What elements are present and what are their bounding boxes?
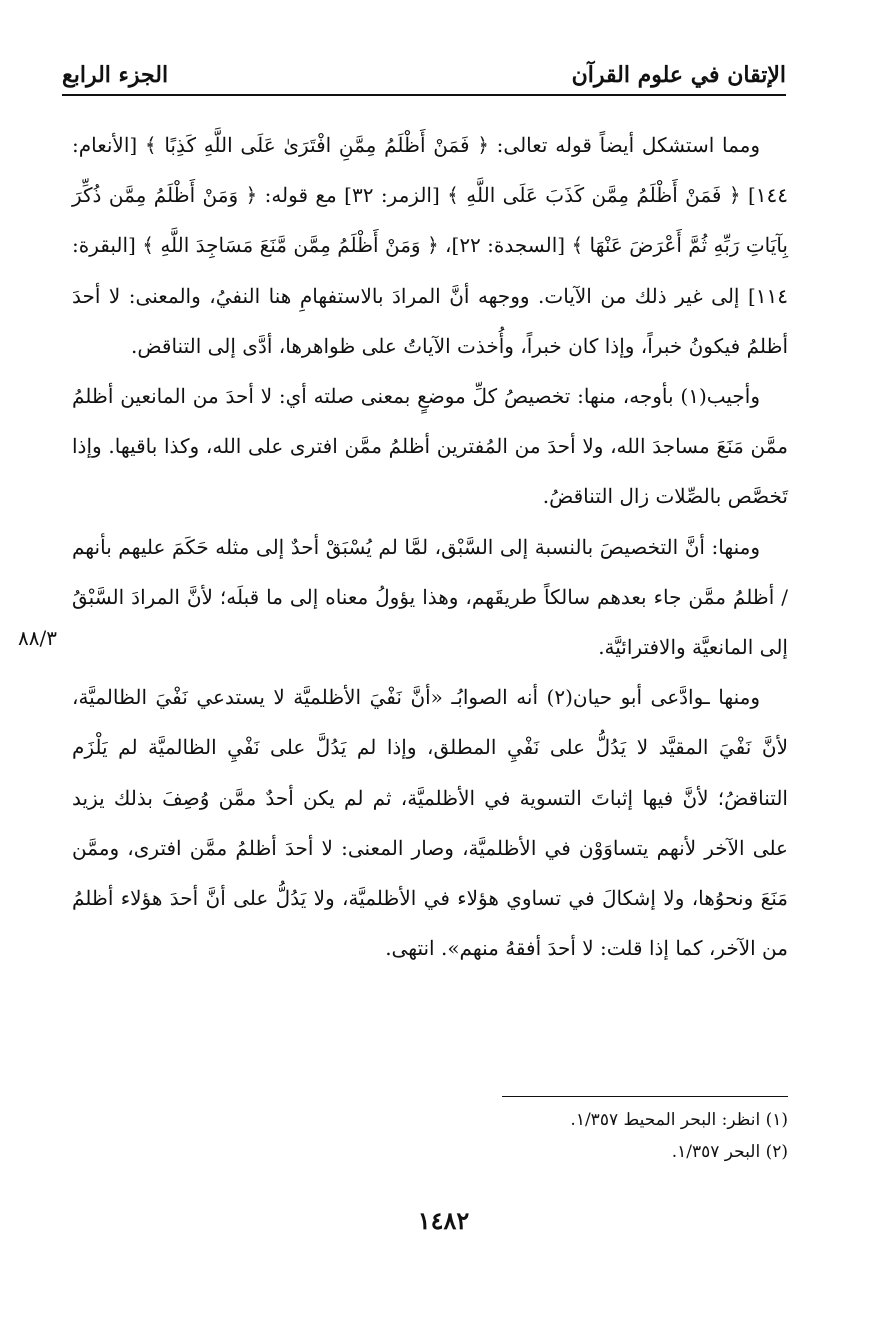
paragraph-3: ومنها: أنَّ التخصيصَ بالنسبة إلى السَّبْق، لمَّا لم يُسْبَقْ أحدٌ إلى مثله حَكَمَ عليهم بأنهم / أظلمُ ممَّن جاء بعدهم سالكاً طريقَهم، وهذا يؤولُ معناه إلى ما قبلَه؛ لأنَّ المرادَ السَّبْقُ إلى المانعيَّة والافترائيَّة.: [72, 534, 788, 660]
margin-reference: ٨٨/٣: [18, 626, 57, 650]
main-text: [72, 120, 788, 973]
page-number: ١٤٨٢: [417, 1206, 470, 1235]
paragraph-4: ومنها ـوادَّعى أبو حيان(٢) أنه الصوابُـ «أنَّ نَفْيَ الأظلميَّة لا يستدعي نَفْيَ الظالميَّة، لأنَّ نَفْيَ المقيَّد لا يَدُلُّ على نَفْيِ المطلق، وإذا لم يَدُلَّ على نَفْيِ الظالميَّة لم يَلْزَم التناقضُ؛ لأنَّ فيها إثباتَ التسوية في الأظلميَّة، ثم لم يكن أحدٌ ممَّن وُصِفَ بذلك يزيد على الآخر لأنهم يتساوَوْن في الأظلميَّة، وصار المعنى: لا أحدَ أظلمُ ممَّن افترى، وممَّن مَنَعَ ونحوُها، ولا إشكالَ في تساوي هؤلاء في الأظلميَّة، ولا يَدُلُّ على أنَّ أحدَ هؤلاء أظلمُ من الآخر، كما إذا قلت: لا أحدَ أفقهُ منهم». انتهى.: [72, 685, 789, 961]
running-header: [62, 56, 786, 96]
paragraph-2: وأجيب(١) بأوجه، منها: تخصيصُ كلِّ موضعٍ بمعنى صلته أي: لا أحدَ من المانعين أظلمُ ممَّن مَنَعَ مساجدَ الله، ولا أحدَ من المُفترين أظلمُ ممَّن افترى على الله، وكذا باقيها. وإذا تَخصَّص بالصِّلات زال التناقضُ.: [72, 384, 788, 509]
footnote-1: (١) انظر: البحر المحيط ١/٣٥٧.: [570, 1110, 788, 1130]
paragraph-1: ومما استشكل أيضاً قوله تعالى: ﴿ فَمَنْ أَظْلَمُ مِمَّنِ افْتَرَىٰ عَلَى اللَّهِ كَذِبًا ﴾ [الأنعام: ١٤٤] ﴿ فَمَنْ أَظْلَمُ مِمَّن كَذَبَ عَلَى اللَّهِ ﴾ [الزمر: ٣٢] مع قوله: ﴿ وَمَنْ أَظْلَمُ مِمَّن ذُكِّرَ بِآيَاتِ رَبِّهِ ثُمَّ أَعْرَضَ عَنْهَا ﴾ [السجدة: ٢٢]، ﴿ وَمَنْ أَظْلَمُ مِمَّن مَّنَعَ مَسَاجِدَ اللَّهِ ﴾ [البقرة: ١١٤] إلى غير ذلك من الآيات. ووجهه أنَّ المرادَ بالاستفهامِ هنا النفيُ، والمعنى: لا أحدَ أظلمُ فيكونُ خبراً، وإذا كان خبراً، وأُخذت الآياتُ على ظواهرها، أدَّى إلى التناقض.: [72, 133, 789, 358]
book-title: الإتقان في علوم القرآن: [571, 62, 786, 88]
footnote-divider: [502, 1096, 788, 1097]
volume-label: الجزء الرابع: [62, 62, 169, 88]
footnotes: [400, 1104, 788, 1168]
footnote-2: (٢) البحر ١/٣٥٧.: [671, 1142, 788, 1162]
